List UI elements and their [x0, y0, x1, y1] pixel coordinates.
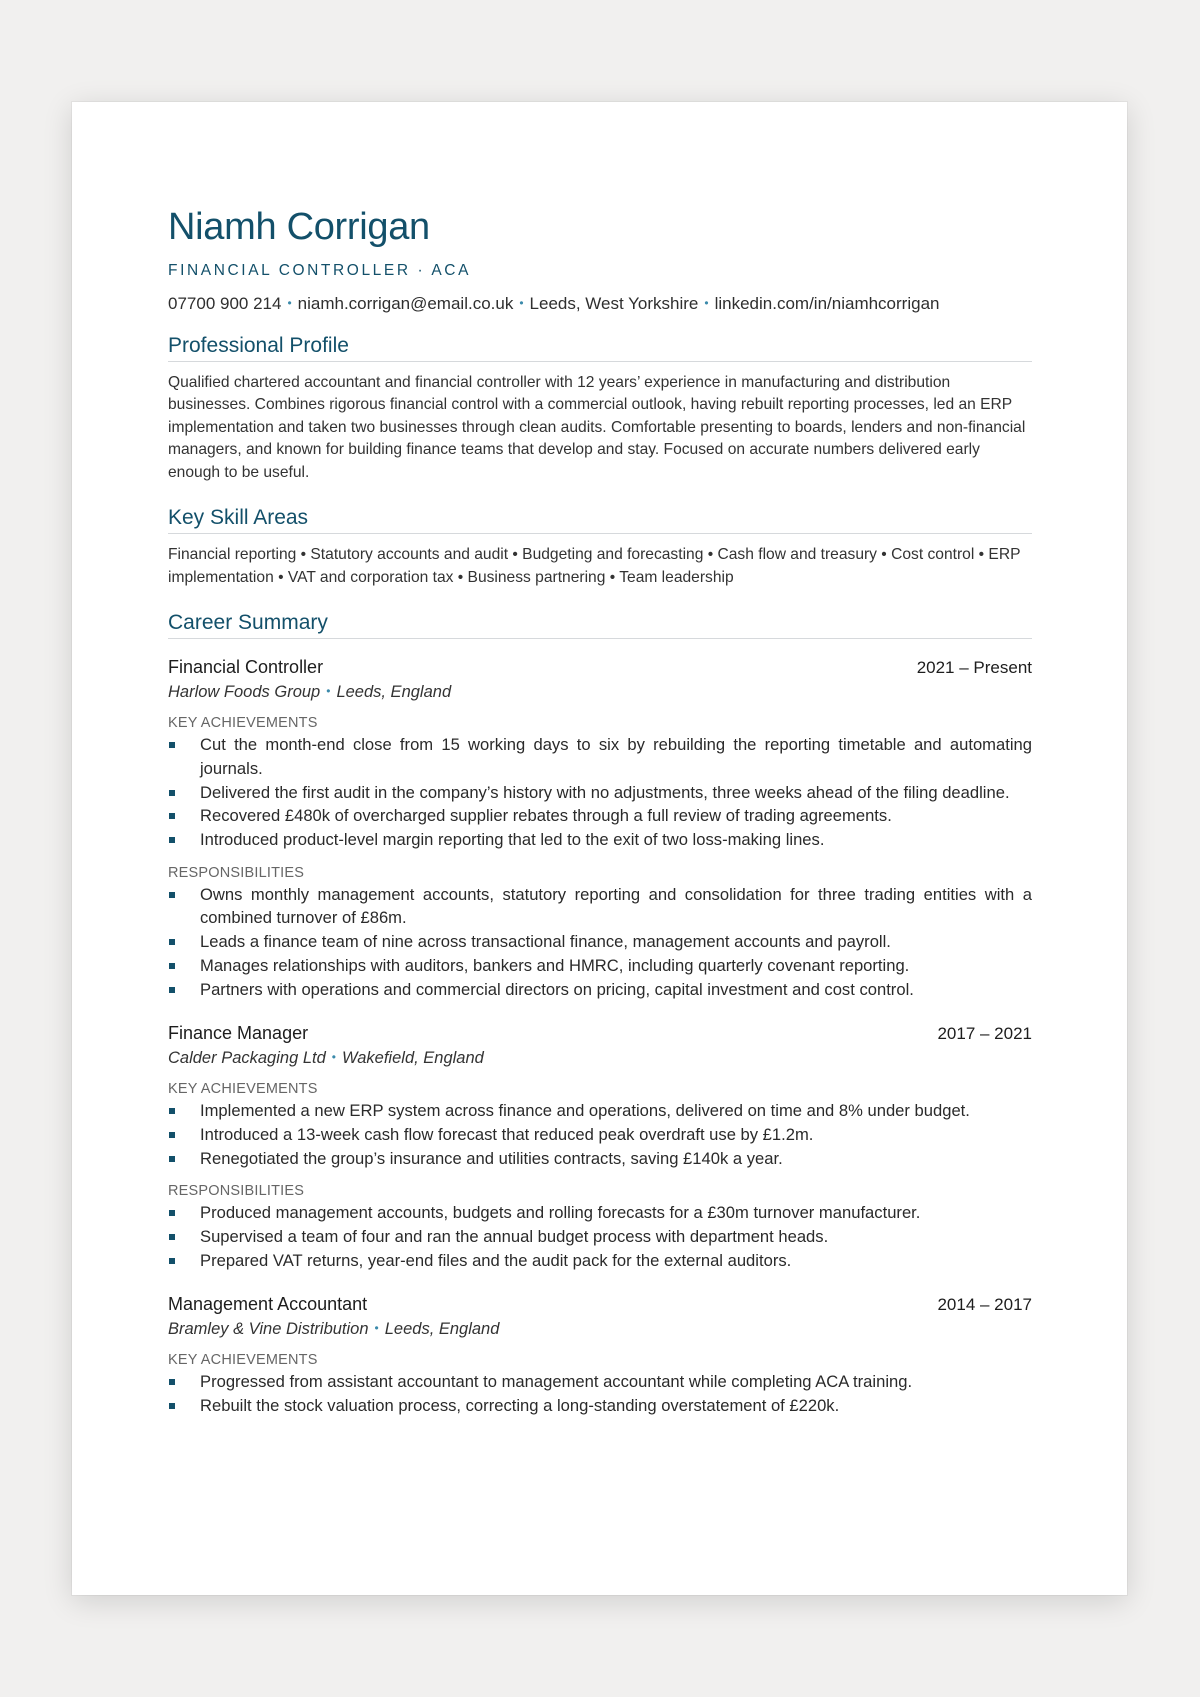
job-location: Wakefield, England [341, 1049, 484, 1068]
achievement-item: Implemented a new ERP system across finance and operations, delivered on time and 8% under budget. [168, 1099, 1032, 1123]
resume-content [168, 206, 1032, 1418]
skills-text: Financial reporting • Statutory accounts and audit • Budgeting and forecasting • Cash flow and treasury • Cost control • ERP implementation • VAT and corporation tax • Business partnering • Team leadership [168, 546, 1021, 586]
resume-page [72, 102, 1127, 1595]
job-company-line [168, 1320, 1032, 1339]
achievement-item: Introduced a 13-week cash flow forecast that reduced peak overdraft use by £1.2m. [168, 1123, 1032, 1147]
achievements-label: KEY ACHIEVEMENTS [168, 1352, 318, 1369]
contact-separator: • [704, 295, 709, 310]
achievements-label: KEY ACHIEVEMENTS [168, 1081, 318, 1098]
contact-line [168, 294, 1032, 314]
responsibility-item: Manages relationships with auditors, bankers and HMRC, including quarterly covenant reporting. [168, 954, 1032, 978]
job-company-line [168, 683, 1032, 702]
job-dates: 2017 – 2021 [937, 1024, 1032, 1044]
achievement-item: Introduced product-level margin reporting that led to the exit of two loss-making lines. [168, 828, 1032, 852]
job-location: Leeds, England [384, 1320, 500, 1339]
job-title: Finance Manager [168, 1023, 309, 1044]
contact-linkedin[interactable]: linkedin.com/in/niamhcorrigan [714, 293, 940, 313]
contact-phone: 07700 900 214 [168, 293, 282, 313]
job-header [168, 1023, 1032, 1044]
responsibilities-list [168, 883, 1032, 1002]
achievements-list [168, 1370, 1032, 1417]
responsibilities-label: RESPONSIBILITIES [168, 1183, 305, 1200]
responsibility-item: Leads a finance team of nine across transactional finance, management accounts and payroll. [168, 930, 1032, 954]
achievements-list [168, 1099, 1032, 1170]
responsibility-item: Partners with operations and commercial directors on pricing, capital investment and cost control. [168, 978, 1032, 1002]
responsibility-item: Prepared VAT returns, year-end files and the audit pack for the external auditors. [168, 1249, 1032, 1273]
achievements-label: KEY ACHIEVEMENTS [168, 715, 318, 732]
achievement-item: Recovered £480k of overcharged supplier rebates through a full review of trading agreements. [168, 804, 1032, 828]
responsibilities-list [168, 1201, 1032, 1272]
achievement-item: Renegotiated the group’s insurance and utilities contracts, saving £140k a year. [168, 1147, 1032, 1171]
candidate-name: Niamh Corrigan [168, 206, 430, 248]
contact-email[interactable]: niamh.corrigan@email.co.uk [297, 293, 514, 313]
profile-text: Qualified chartered accountant and financial controller with 12 years’ experience in manufacturing and distribution businesses. Combines rigorous financial control with a commercial outlook, having rebuilt reporting processes, led an ERP implementation and taken two businesses through clean audits. Comfortable presenting to boards, lenders and non-financial managers, and known for building finance teams that develop and stay. Focused on accurate numbers delivered early enough to be useful. [168, 373, 1026, 481]
job-dates: 2021 – Present [916, 658, 1032, 678]
career-jobs [168, 657, 1032, 1418]
contact-separator: • [519, 295, 524, 310]
achievement-item: Progressed from assistant accountant to management accountant while completing ACA training. [168, 1370, 1032, 1394]
achievement-item: Delivered the first audit in the company’s history with no adjustments, three weeks ahead of the filing deadline. [168, 781, 1032, 805]
achievement-item: Cut the month-end close from 15 working days to six by rebuilding the reporting timetable and automating journals. [168, 733, 1032, 780]
job-entry [168, 657, 1032, 1001]
job-header [168, 657, 1032, 678]
responsibility-item: Supervised a team of four and ran the annual budget process with department heads. [168, 1225, 1032, 1249]
job-separator: • [326, 684, 331, 699]
achievements-list [168, 733, 1032, 852]
job-company: Calder Packaging Ltd [168, 1049, 326, 1068]
job-title: Financial Controller [168, 657, 324, 678]
job-entry [168, 1294, 1032, 1417]
job-title: Management Accountant [168, 1294, 368, 1315]
contact-separator: • [287, 295, 292, 310]
responsibility-item: Owns monthly management accounts, statutory reporting and consolidation for three trading entities with a combined turnover of £86m. [168, 883, 1032, 930]
section-title-career: Career Summary [168, 611, 1032, 639]
job-company-line [168, 1049, 1032, 1068]
job-separator: • [331, 1050, 336, 1065]
section-title-profile: Professional Profile [168, 334, 1032, 362]
job-company: Bramley & Vine Distribution [168, 1320, 369, 1339]
job-company: Harlow Foods Group [168, 683, 321, 702]
section-title-skills: Key Skill Areas [168, 506, 1032, 534]
job-separator: • [374, 1321, 379, 1336]
job-entry [168, 1023, 1032, 1272]
candidate-role: FINANCIAL CONTROLLER · ACA [168, 261, 472, 279]
contact-location: Leeds, West Yorkshire [529, 293, 699, 313]
achievement-item: Rebuilt the stock valuation process, correcting a long-standing overstatement of £220k. [168, 1394, 1032, 1418]
responsibilities-label: RESPONSIBILITIES [168, 864, 305, 881]
job-dates: 2014 – 2017 [937, 1295, 1032, 1315]
job-location: Leeds, England [336, 683, 452, 702]
responsibility-item: Produced management accounts, budgets and rolling forecasts for a £30m turnover manufacturer. [168, 1201, 1032, 1225]
job-header [168, 1294, 1032, 1315]
